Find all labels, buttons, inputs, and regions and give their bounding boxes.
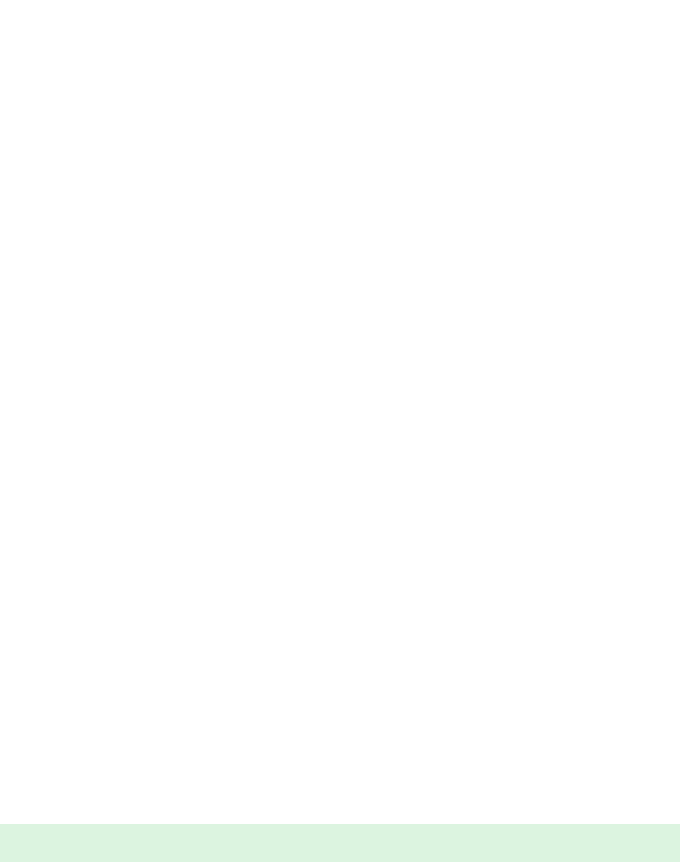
answer-highlight xyxy=(0,824,680,862)
